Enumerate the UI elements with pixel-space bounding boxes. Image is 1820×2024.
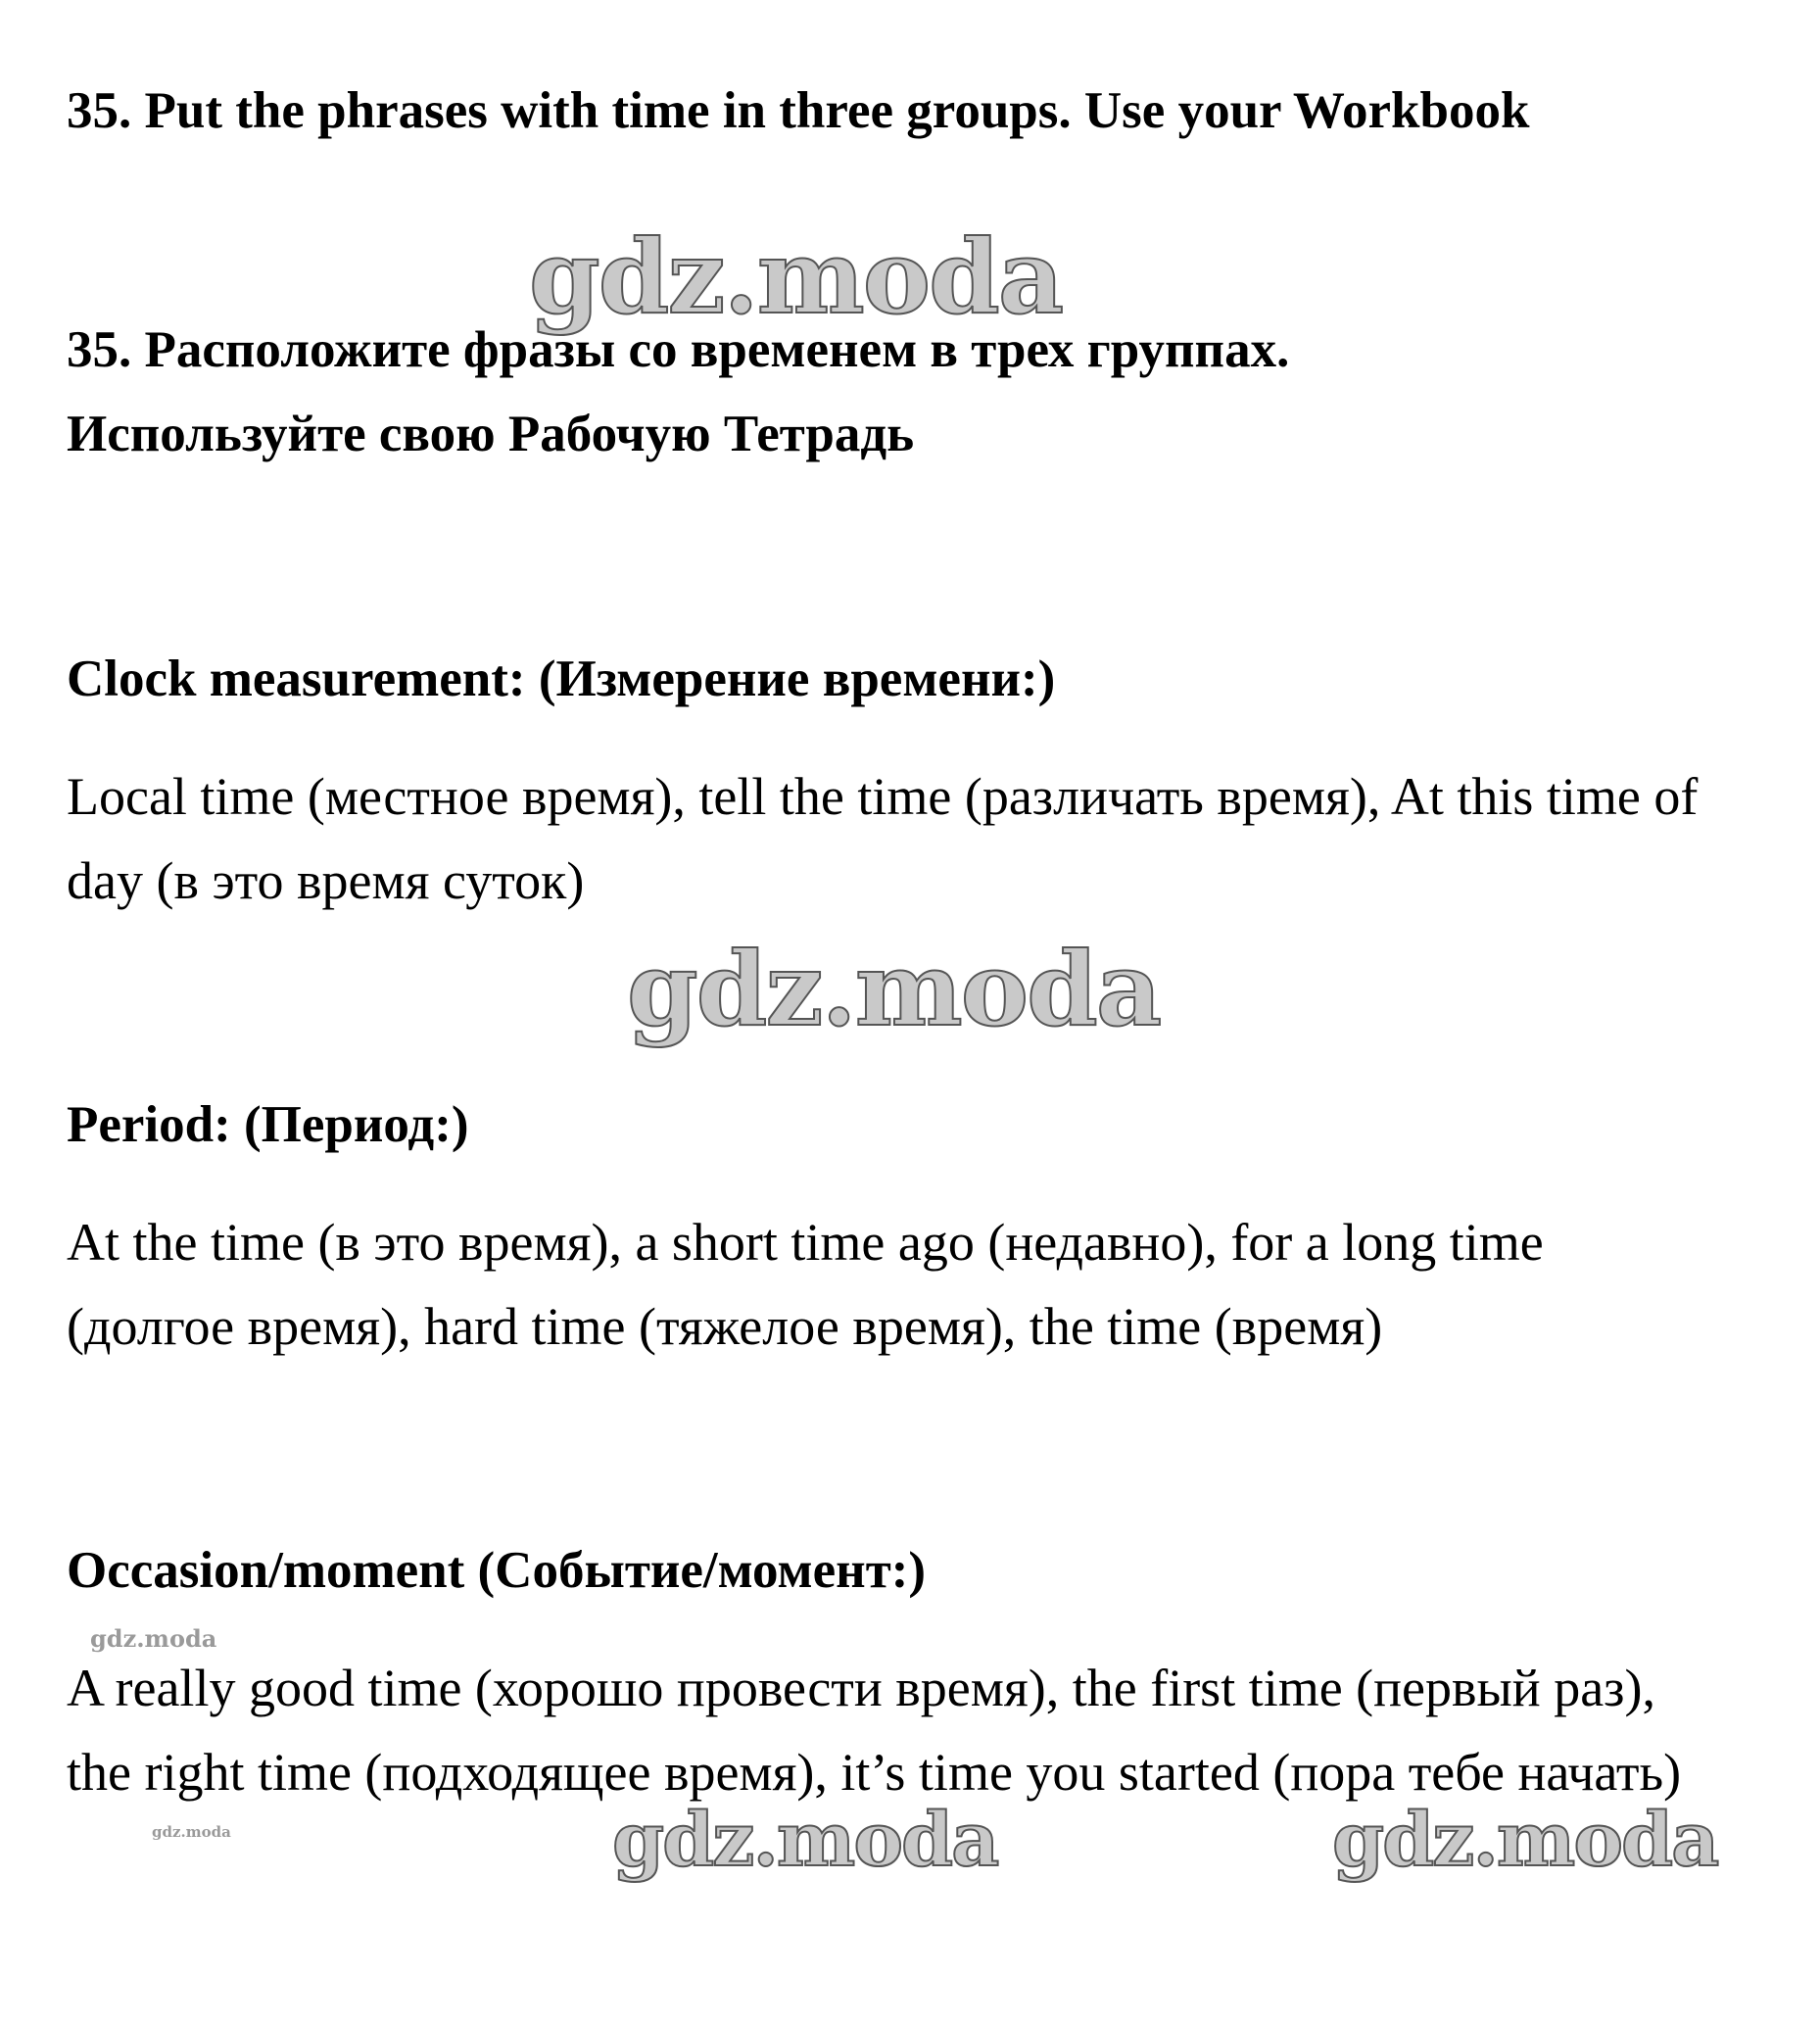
section-heading-period: Period: (Период:): [67, 1096, 469, 1153]
section-heading-occasion-moment: Occasion/moment (Событие/момент:): [67, 1542, 927, 1599]
exercise-title-ru-line-2: Используйте свою Рабочую Тетрадь: [67, 406, 915, 462]
section-text-clock-measurement: Local time (местное время), tell the time (различать время), At this time of day (в это время суток): [67, 767, 1699, 910]
section-text-period: At the time (в это время), a short time ago (недавно), for a long time (долгое время), hard time (тяжелое время), the time (время): [67, 1213, 1544, 1356]
watermark-logo: gdz.moda: [529, 217, 1063, 337]
exercise-title-en: 35. Put the phrases with time in three groups. Use your Workbook: [67, 82, 1530, 139]
watermark-logo: gdz.moda: [612, 1796, 998, 1883]
section-text-occasion-moment: A really good time (хорошо провести время), the first time (первый раз), the right time (подходящее время), it’s time you started (пора тебе начать): [67, 1659, 1682, 1802]
watermark-logo: gdz.moda: [90, 1624, 217, 1653]
exercise-title-ru-line-1: 35. Расположите фразы со временем в трех группах.: [67, 321, 1290, 378]
section-heading-clock-measurement: Clock measurement: (Измерение времени:): [67, 651, 1056, 707]
watermark-logo: gdz.moda: [152, 1823, 231, 1841]
watermark-logo: gdz.moda: [1332, 1796, 1718, 1883]
watermark-logo: gdz.moda: [627, 929, 1161, 1049]
